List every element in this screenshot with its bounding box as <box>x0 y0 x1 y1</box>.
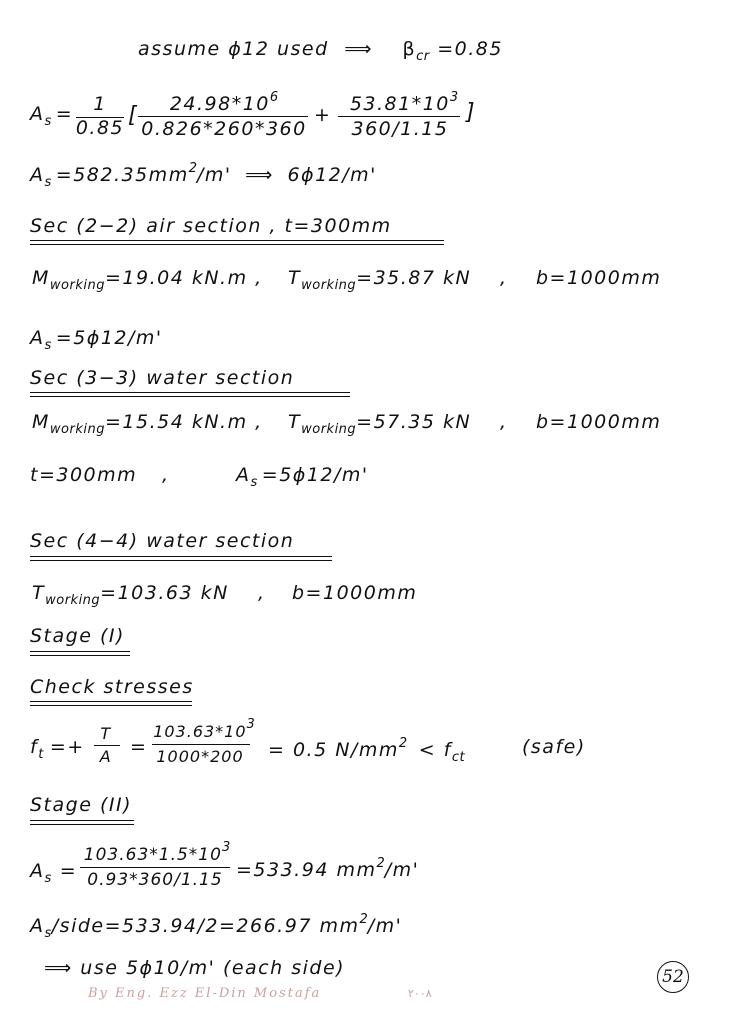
page-number: 52 <box>657 961 689 993</box>
equals-plus: =+ <box>49 736 85 758</box>
t-over-a-numerator: T <box>100 724 112 743</box>
use-line <box>44 957 345 979</box>
stress-denominator: 1000*200 <box>156 747 244 766</box>
m-symbol: M <box>32 267 50 289</box>
fraction-3-numerator <box>340 90 468 115</box>
as-subscript: s <box>250 475 258 490</box>
section-3-3-heading: Sec (3−3) water section <box>30 367 295 389</box>
as-result-value: =533.94 mm <box>236 859 377 881</box>
implies-arrow-icon: ⟹ <box>344 38 373 60</box>
heading-double-underline <box>30 701 192 706</box>
author-footer: By Eng. Ezz El-Din Mostafa <box>88 986 322 1001</box>
as-result-unit: /m' <box>384 859 420 881</box>
as-symbol: A <box>236 464 251 486</box>
as-subscript: s <box>44 926 52 941</box>
as-side-sup: 2 <box>359 912 368 927</box>
sec33-as <box>236 464 369 490</box>
stress-num-text: 103.63*10 <box>153 722 247 741</box>
as-side-unit: /m' <box>367 915 403 937</box>
unit-superscript: 2 <box>188 161 197 176</box>
heading-double-underline <box>30 820 134 825</box>
stress-numerator <box>152 717 256 741</box>
t-over-a-denominator: A <box>99 747 113 766</box>
stress-value: = 0.5 N/mm <box>268 739 399 761</box>
sec44-tension <box>32 582 229 608</box>
plus-sign: + <box>314 104 332 126</box>
sec44-width: b=1000mm <box>292 582 418 604</box>
fct-subscript: ct <box>451 750 466 765</box>
m-symbol: M <box>32 411 50 433</box>
t-value: =103.63 kN <box>100 582 229 604</box>
as-value: =582.35mm <box>55 164 189 186</box>
as-subscript: s <box>44 338 52 353</box>
stress-unit-sup: 2 <box>398 736 408 751</box>
t-subscript: working <box>301 422 357 437</box>
section-4-4-heading: Sec (4−4) water section <box>30 530 295 552</box>
use-result: use 5ϕ10/m' (each side) <box>80 957 346 979</box>
as-per-side-line <box>30 912 402 941</box>
as-subscript: s <box>44 871 52 886</box>
fraction-2-numerator <box>140 90 308 115</box>
as-num-text: 103.63*1.5*10 <box>83 845 222 865</box>
section-2-2-heading: Sec (2−2) air section , t=300mm <box>30 215 392 237</box>
sec22-tension <box>288 267 471 293</box>
t-symbol: T <box>32 582 46 604</box>
t-symbol: T <box>288 411 302 433</box>
t-value: =57.35 kN <box>356 411 472 433</box>
heading-double-underline <box>30 556 332 561</box>
sec33-tension <box>288 411 471 437</box>
t-subscript: working <box>45 593 101 608</box>
f2-num-sup: 6 <box>269 90 279 105</box>
stress-fraction-bar <box>152 744 250 745</box>
ft-symbol: f <box>30 736 39 758</box>
left-bracket: [ <box>128 103 139 128</box>
f2-num-text: 24.98*10 <box>169 93 270 115</box>
as-numerator <box>82 840 232 865</box>
f3-num-text: 53.81*10 <box>349 93 450 115</box>
as-subscript: s <box>44 114 52 129</box>
sec33-thickness: t=300mm <box>30 464 138 486</box>
fraction-2-bar <box>138 116 308 117</box>
equals-sign: = <box>55 103 74 125</box>
heading-double-underline <box>30 392 350 397</box>
as-result-sup: 2 <box>376 856 385 871</box>
sec22-comma: , <box>500 267 508 289</box>
right-bracket: ] <box>466 100 477 125</box>
sec33-comma-2: , <box>162 464 170 486</box>
eq1-lhs <box>30 103 73 129</box>
as-value: =5ϕ12/m' <box>261 464 369 486</box>
ft-symbol-group <box>30 736 85 762</box>
fraction-3-denominator: 360/1.15 <box>351 118 449 140</box>
unit-text: /m' <box>196 164 232 186</box>
as-result <box>236 856 419 881</box>
stage2-as-lhs <box>30 860 77 886</box>
as-symbol: A <box>30 327 45 349</box>
as-num-sup: 3 <box>221 840 231 855</box>
as-subscript: s <box>44 175 52 190</box>
sec22-moment <box>32 267 263 293</box>
stress-num-sup: 3 <box>246 717 255 732</box>
safe-label: (safe) <box>522 736 586 758</box>
as-symbol: A <box>30 860 45 882</box>
sec33-width: b=1000mm <box>536 411 662 433</box>
t-over-a-bar <box>94 745 120 746</box>
as-symbol: A <box>30 103 45 125</box>
as-fraction-bar <box>80 867 230 868</box>
assume-text: assume ϕ12 used <box>138 38 329 60</box>
heading-double-underline <box>30 240 444 245</box>
m-subscript: working <box>49 422 105 437</box>
as-value: =5ϕ12/m' <box>55 327 163 349</box>
stress-result <box>268 736 465 765</box>
beta-value: =0.85 <box>437 38 503 60</box>
f3-num-sup: 3 <box>449 90 459 105</box>
less-than-fct: < f <box>418 739 452 761</box>
heading-double-underline <box>30 651 130 656</box>
sec22-width: b=1000mm <box>536 267 662 289</box>
check-stresses-heading: Check stresses <box>30 676 194 698</box>
year-code: ٢٠٠٨ <box>408 987 432 1000</box>
beta-symbol: β <box>402 38 417 60</box>
t-symbol: T <box>288 267 302 289</box>
fraction-1-numerator: 1 <box>93 93 107 115</box>
sec33-comma: , <box>500 411 508 433</box>
t-subscript: working <box>301 278 357 293</box>
reinforcement-result: 6ϕ12/m' <box>287 164 377 186</box>
implies-arrow-icon: ⟹ <box>245 164 274 186</box>
equals-sign: = <box>130 736 148 758</box>
ft-subscript: t <box>38 747 44 762</box>
equals-sign: = <box>59 860 78 882</box>
fraction-2-denominator: 0.826*260*360 <box>141 118 307 140</box>
fraction-3-bar <box>338 116 460 117</box>
m-subscript: working <box>49 278 105 293</box>
stage-1-heading: Stage (I) <box>30 625 125 647</box>
implies-arrow-icon: ⟹ <box>44 957 73 979</box>
sec22-as <box>30 327 163 353</box>
as-denominator: 0.93*360/1.15 <box>87 870 223 890</box>
assume-line <box>138 38 503 64</box>
as-side-value: /side=533.94/2=266.97 mm <box>51 915 360 937</box>
stage-2-heading: Stage (II) <box>30 794 132 816</box>
eq2-line <box>30 161 377 190</box>
sec44-comma: , <box>258 582 266 604</box>
t-value: =35.87 kN <box>356 267 472 289</box>
fraction-1-denominator: 0.85 <box>75 117 125 139</box>
beta-subscript: cr <box>416 49 430 64</box>
as-symbol: A <box>30 164 45 186</box>
as-symbol: A <box>30 915 45 937</box>
sec33-moment <box>32 411 263 437</box>
m-value: =15.54 kN.m , <box>104 411 263 433</box>
m-value: =19.04 kN.m , <box>104 267 263 289</box>
